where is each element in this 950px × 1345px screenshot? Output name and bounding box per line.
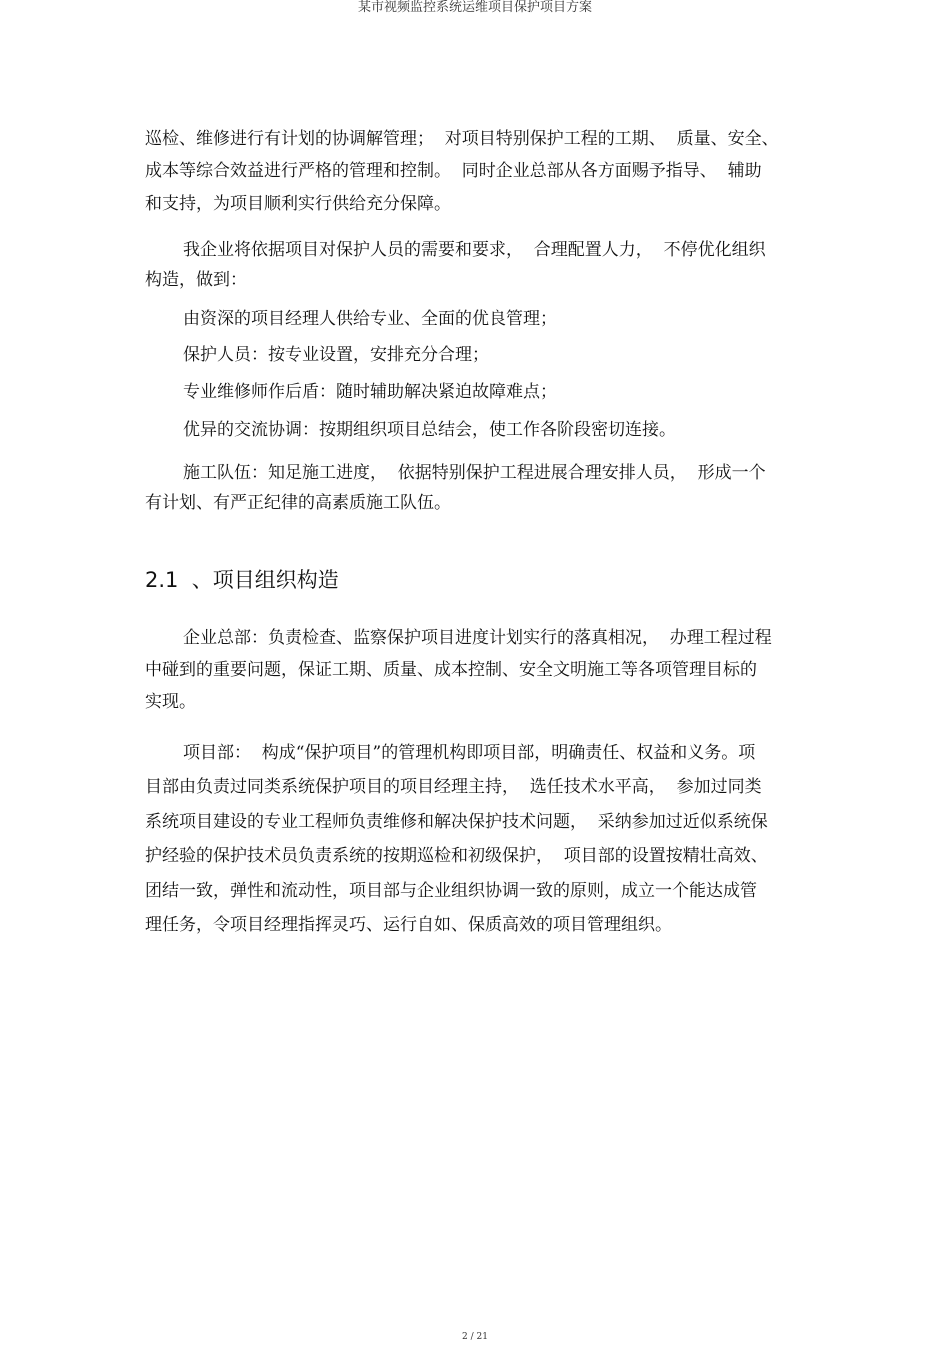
body-text-line: 我企业将依据项目对保护人员的需要和要求， 合理配置人力， 不停优化组织	[183, 240, 766, 260]
page-number: 2 / 21	[462, 1332, 488, 1342]
body-text-line: 构造，做到：	[145, 270, 247, 290]
body-text-line: 和支持，为项目顺利实行供给充分保障。	[145, 194, 451, 214]
body-text-line: 目部由负责过同类系统保护项目的项目经理主持， 选任技术水平高， 参加过同类	[145, 777, 762, 797]
list-item: 由资深的项目经理人供给专业、全面的优良管理；	[183, 309, 557, 329]
body-text-line: 成本等综合效益进行严格的管理和控制。 同时企业总部从各方面赐予指导、 辅助	[145, 161, 762, 181]
body-text-line: 项目部： 构成“保护项目”的管理机构即项目部，明确责任、权益和义务。项	[183, 743, 756, 763]
body-text-line: 施工队伍：知足施工进度， 依据特别保护工程进展合理安排人员， 形成一个	[183, 463, 766, 483]
page-header: 某市视频监控系统运维项目保护项目方案	[357, 0, 592, 15]
body-text-line: 理任务，令项目经理指挥灵巧、运行自如、保质高效的项目管理组织。	[145, 915, 672, 935]
body-text-line: 团结一致，弹性和流动性，项目部与企业组织协调一致的原则，成立一个能达成管	[145, 881, 757, 901]
section-heading: 2.1 、项目组织构造	[145, 568, 339, 592]
body-text-line: 护经验的保护技术员负责系统的按期巡检和初级保护， 项目部的设置按精壮高效、	[145, 846, 768, 866]
body-text-line: 中碰到的重要问题，保证工期、质量、成本控制、安全文明施工等各项管理目标的	[145, 660, 757, 680]
body-text-line: 巡检、维修进行有计划的协调解管理； 对项目特别保护工程的工期、 质量、安全、	[145, 129, 779, 149]
list-item: 保护人员：按专业设置，安排充分合理；	[183, 345, 489, 365]
body-text-line: 实现。	[145, 692, 196, 712]
body-text-line: 企业总部：负责检查、监察保护项目进度计划实行的落真相况， 办理工程过程	[183, 628, 772, 648]
list-item: 专业维修师作后盾：随时辅助解决紧迫故障难点；	[183, 382, 557, 402]
list-item: 优异的交流协调：按期组织项目总结会，使工作各阶段密切连接。	[183, 420, 676, 440]
body-text-line: 系统项目建设的专业工程师负责维修和解决保护技术问题， 采纳参加过近似系统保	[145, 812, 768, 832]
body-text-line: 有计划、有严正纪律的高素质施工队伍。	[145, 493, 451, 513]
